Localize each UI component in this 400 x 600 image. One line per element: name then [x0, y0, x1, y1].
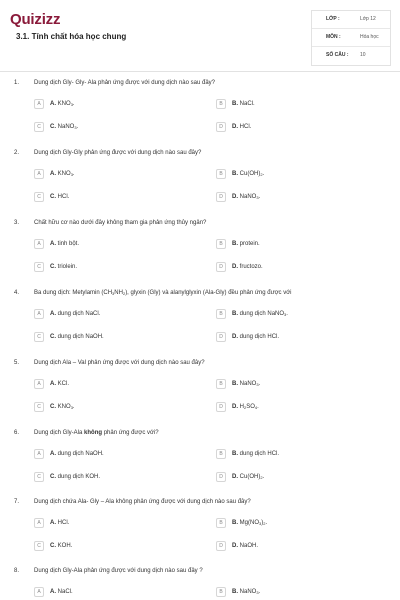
question-text: Dung dịch Gly-Ala phản ứng được với dung dịch nào sau đây ? — [34, 568, 203, 574]
option-text — [50, 241, 79, 247]
question-number: 8. — [14, 568, 20, 574]
option-body: NaNO$_3$. — [239, 589, 261, 595]
option-letter-box: C — [34, 332, 44, 342]
question-text: Dung dịch Ala – Val phản ứng được với dung dịch nào sau đây? — [34, 360, 205, 366]
option-text — [50, 311, 100, 317]
option-label: A. — [50, 311, 56, 317]
option-label: A. — [50, 589, 56, 595]
option-letter-box: B — [216, 379, 226, 389]
option-body: $Mg(NO_3)_2$. — [239, 520, 268, 526]
worksheet-title: 3.1. Tính chất hóa học chung — [16, 32, 127, 41]
option-label: C. — [50, 404, 56, 410]
info-row-subject — [312, 29, 390, 47]
option-letter-box: C — [34, 541, 44, 551]
option-label: A. — [50, 520, 56, 526]
question-number: 4. — [14, 290, 20, 296]
option-body: tinh bột. — [57, 241, 80, 247]
option-text — [232, 101, 255, 107]
header-divider — [0, 71, 400, 72]
option-label: D. — [232, 474, 238, 480]
option-letter-box: A — [34, 169, 44, 179]
option-letter-box: B — [216, 99, 226, 109]
question-number: 1. — [14, 80, 20, 86]
option-letter-box: C — [34, 192, 44, 202]
option-text — [232, 543, 258, 549]
option-text — [232, 124, 251, 130]
option-text — [50, 404, 75, 410]
option-label: B. — [232, 381, 238, 387]
question-text: Ba dung dịch: Metylamin $(CH_3NH_2)$, glyxin (Gly) và alanylglyxin (Ala-Gly) đều phản ứng được với — [34, 290, 292, 296]
info-row-question-count — [312, 47, 390, 65]
question-text: Dung dịch Gly- Gly- Ala phản ứng được với dung dịch nào sau đây? — [34, 80, 216, 86]
option-label: D. — [232, 194, 238, 200]
option-label: B. — [232, 171, 238, 177]
option-text — [50, 171, 75, 177]
option-letter-box: C — [34, 262, 44, 272]
option-letter-box: D — [216, 332, 226, 342]
option-label: C. — [50, 124, 56, 130]
option-text — [50, 381, 69, 387]
option-body: NaOH. — [239, 543, 259, 549]
option-body: protein. — [239, 241, 260, 247]
option-body: $Cu(OH)_2$. — [239, 171, 265, 177]
option-body: NaNO$_3$. — [239, 194, 261, 200]
option-text — [50, 451, 104, 457]
option-text — [50, 334, 104, 340]
question-text: Dung dịch Gly-Ala không phản ứng được với? — [34, 430, 159, 436]
option-body: NaNO$_3$. — [57, 124, 79, 130]
option-body: $KNO_3$. — [57, 171, 75, 177]
option-letter-box: B — [216, 239, 226, 249]
option-text — [232, 451, 279, 457]
option-letter-box: A — [34, 449, 44, 459]
info-key: MÔN : — [326, 34, 341, 40]
option-label: B. — [232, 241, 238, 247]
option-letter-box: D — [216, 262, 226, 272]
option-label: B. — [232, 520, 238, 526]
option-text — [232, 474, 264, 480]
option-text — [232, 381, 260, 387]
option-label: B. — [232, 101, 238, 107]
option-text — [50, 520, 69, 526]
worksheet-header — [0, 0, 400, 70]
option-body: dung dịch NaOH. — [57, 451, 104, 457]
option-letter-box: B — [216, 518, 226, 528]
option-label: D. — [232, 124, 238, 130]
option-text — [50, 543, 72, 549]
option-body: dung dịch NaNO$_3$. — [239, 311, 288, 317]
option-body: dung dịch NaOH. — [57, 334, 104, 340]
option-label: A. — [50, 101, 56, 107]
option-body: KOH. — [57, 543, 73, 549]
option-label: B. — [232, 451, 238, 457]
option-text — [232, 589, 260, 595]
question-number: 5. — [14, 360, 20, 366]
option-label: A. — [50, 451, 56, 457]
option-body: HCl. — [57, 194, 70, 200]
option-body: NaCl. — [57, 589, 73, 595]
option-text — [232, 311, 288, 317]
option-body: KCl. — [57, 381, 70, 387]
option-label: C. — [50, 543, 56, 549]
option-body: $Cu(OH)_2$. — [239, 474, 265, 480]
option-label: B. — [232, 589, 238, 595]
question-text: Chất hữu cơ nào dưới đây không tham gia phản ứng thủy ngân? — [34, 220, 207, 226]
option-letter-box: A — [34, 99, 44, 109]
option-text — [50, 264, 77, 270]
option-letter-box: D — [216, 122, 226, 132]
option-letter-box: D — [216, 472, 226, 482]
info-value: 10 — [360, 52, 366, 58]
option-label: D. — [232, 404, 238, 410]
option-text — [232, 241, 260, 247]
option-label: D. — [232, 334, 238, 340]
option-body: NaCl. — [239, 101, 255, 107]
option-label: B. — [232, 311, 238, 317]
worksheet-info-box — [311, 10, 391, 66]
question-text: Dung dịch chứa Ala- Gly – Ala không phản ứng được với dung dịch nào sau đây? — [34, 499, 251, 505]
option-body: $H_2SO_4$. — [239, 404, 259, 410]
option-letter-box: A — [34, 587, 44, 597]
option-body: dung dịch HCl. — [239, 451, 280, 457]
option-letter-box: A — [34, 239, 44, 249]
option-letter-box: A — [34, 379, 44, 389]
info-value: Hóa học — [360, 34, 379, 40]
option-body: fructozo. — [239, 264, 263, 270]
info-key: LỚP : — [326, 16, 340, 22]
question-number: 6. — [14, 430, 20, 436]
option-letter-box: B — [216, 449, 226, 459]
option-body: HCl. — [239, 124, 252, 130]
option-body: dung dịch KOH. — [57, 474, 101, 480]
option-letter-box: C — [34, 472, 44, 482]
question-text: Dung dịch Gly-Gly phản ứng được với dung dịch nào sau đây? — [34, 150, 202, 156]
option-text — [50, 101, 75, 107]
option-letter-box: C — [34, 402, 44, 412]
question-number: 2. — [14, 150, 20, 156]
option-body: HCl. — [57, 520, 70, 526]
option-body: triolein. — [57, 264, 78, 270]
option-label: C. — [50, 474, 56, 480]
option-body: $KNO_3$. — [57, 101, 75, 107]
option-letter-box: A — [34, 309, 44, 319]
option-label: C. — [50, 264, 56, 270]
option-label: A. — [50, 381, 56, 387]
option-letter-box: B — [216, 309, 226, 319]
option-text — [50, 194, 69, 200]
option-body: $KNO_3$. — [57, 404, 75, 410]
option-letter-box: D — [216, 541, 226, 551]
option-label: C. — [50, 334, 56, 340]
quizizz-logo: Quizizz — [10, 11, 61, 28]
option-label: A. — [50, 171, 56, 177]
info-key: SỐ CÂU : — [326, 52, 349, 58]
option-letter-box: D — [216, 402, 226, 412]
option-letter-box: B — [216, 587, 226, 597]
info-value: Lớp 12 — [360, 16, 376, 22]
info-row-class — [312, 11, 390, 29]
option-text — [232, 194, 260, 200]
option-body: NaNO$_3$. — [239, 381, 261, 387]
option-text — [232, 404, 259, 410]
option-letter-box: B — [216, 169, 226, 179]
option-label: A. — [50, 241, 56, 247]
option-label: D. — [232, 543, 238, 549]
option-body: dung dịch HCl. — [239, 334, 280, 340]
question-number: 3. — [14, 220, 20, 226]
option-letter-box: D — [216, 192, 226, 202]
option-body: dung dịch NaCl. — [57, 311, 101, 317]
option-text — [50, 589, 73, 595]
option-text — [50, 124, 78, 130]
option-label: D. — [232, 264, 238, 270]
option-label: C. — [50, 194, 56, 200]
option-text — [232, 264, 263, 270]
option-text — [232, 334, 279, 340]
option-letter-box: C — [34, 122, 44, 132]
option-text — [232, 520, 267, 526]
question-number: 7. — [14, 499, 20, 505]
option-text — [232, 171, 264, 177]
option-text — [50, 474, 100, 480]
option-letter-box: A — [34, 518, 44, 528]
